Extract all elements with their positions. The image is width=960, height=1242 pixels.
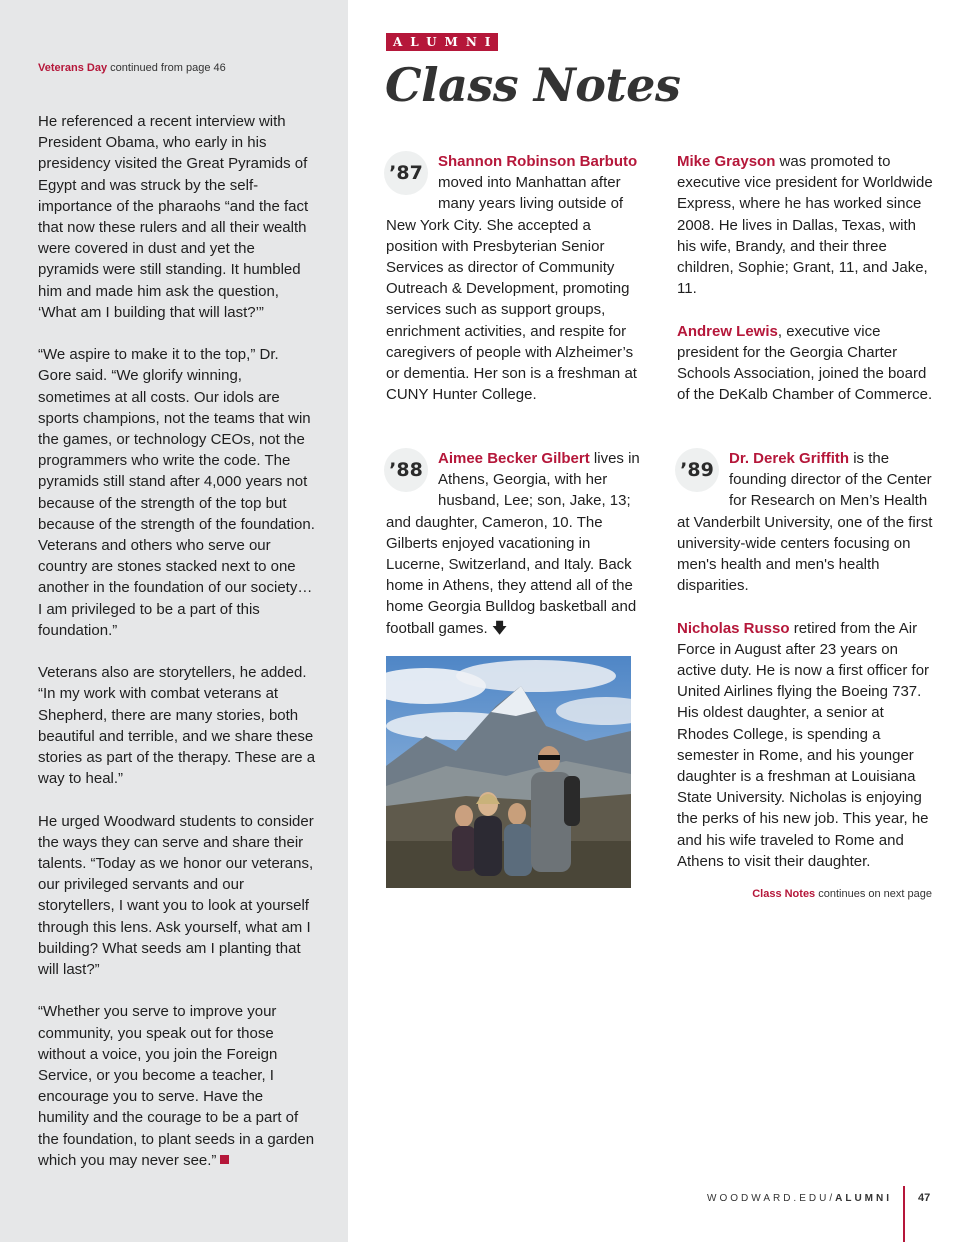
alumni-name[interactable]: Aimee Becker Gilbert <box>438 450 590 467</box>
alumni-name[interactable]: Mike Grayson <box>677 153 776 170</box>
family-photo <box>386 656 631 888</box>
class-note-1989 <box>677 448 935 893</box>
continues-next-page <box>752 888 932 900</box>
article-paragraph-text: “Whether you serve to improve your community, you speak out for those without a voice, you join the Foreign Service, or you become a teacher, I encourage you to serve. Have the humility and the courage to be a part of the foundation, to plant seeds in a garden which you may never see.” <box>38 1003 315 1169</box>
note-griffith <box>677 448 935 596</box>
note-grayson <box>677 151 935 299</box>
year-badge-87: ’87 <box>384 151 428 195</box>
note-text: lives in Athens, Georgia, with her husband, Lee; son, Jake, 13; and daughter, Cameron, 10. The Gilberts enjoyed vacationing in Lucerne, Switzerland, and Italy. Back home in Athens, they attend all of the home Georgia Bulldog basketball and football games. <box>386 450 640 637</box>
article-paragraph: Veterans also are storytellers, he added. “In my work with combat veterans at Shepherd, there are many stories, both beautiful and terrible, and we share these stories as part of the therapy. These are a way to heal.” <box>38 664 316 788</box>
section-label: ALUMNI <box>386 33 498 51</box>
continued-text: continued from page 46 <box>107 62 226 74</box>
footer-url[interactable] <box>707 1193 892 1204</box>
alumni-name[interactable]: Shannon Robinson Barbuto <box>438 153 638 170</box>
class-notes-column-right-top <box>677 151 935 427</box>
article-last-paragraph <box>38 1001 316 1171</box>
continues-label[interactable]: Class Notes <box>752 888 816 900</box>
sidebar <box>0 0 348 1242</box>
note-text: was promoted to executive vice president for Worldwide Express, where he has worked since 2008. He lives in Dallas, Texas, with his wife, Brandy, and their three children, Sophie; Grant, 11, and Jake, 11. <box>677 153 933 298</box>
alumni-name[interactable]: Nicholas Russo <box>677 619 790 637</box>
page-title: Class Notes <box>385 58 681 112</box>
end-mark-icon <box>220 1155 229 1164</box>
note-russo <box>677 618 935 872</box>
continued-from-note <box>38 62 226 74</box>
page-number: 47 <box>918 1192 931 1204</box>
family-mountain-photo <box>386 656 631 888</box>
footer-divider <box>903 1186 905 1242</box>
arrow-down-icon: 🡇 <box>487 619 508 637</box>
veterans-day-article <box>38 111 316 1192</box>
continues-text: continues on next page <box>815 888 932 900</box>
note-text: moved into Manhattan after many years living outside of New York City. She accepted a position with Presbyterian Senior Services as director of Community Outreach & Development, promoting services such as support groups, enrichment activities, and respite for caregivers of people with Alzheimer’s or dementia. Her son is a freshman at CUNY Hunter College. <box>386 174 637 404</box>
note-text: , executive vice president for the Georgia Charter Schools Association, joined the board of the DeKalb Chamber of Commerce. <box>677 322 933 404</box>
note-text: is the founding director of the Center for Research on Men’s Health at Vanderbilt University, one of the first university-wide centers focusing on men's health and men's health disparities. <box>677 450 933 595</box>
alumni-name[interactable]: Dr. Derek Griffith <box>729 450 850 467</box>
article-paragraph: “We aspire to make it to the top,” Dr. Gore said. “We glorify winning, sometimes at all costs. Our idols are sports champions, not the teams that win the games, or technology CEOs, not the programmers who write the code. The pyramids still stand after 4,000 years not because of the strength of the top but because of the strength of the foundation. Veterans and others who serve our country are stones stacked next to one another in the foundation of our society… I am privileged to be a part of this foundation.” <box>38 346 315 639</box>
year-badge-88: ’88 <box>384 448 428 492</box>
article-paragraph: He referenced a recent interview with President Obama, who early in his presidency visited the Great Pyramids of Egypt and was struck by the self-importance of the pharaohs “and the fact that now these rulers and all their wealth were covered in dust and yet the pyramids were still standing. It humbled him and made him ask the question, ‘What am I building that will last?’” <box>38 113 309 321</box>
note-text: retired from the Air Force in August after 23 years on active duty. He is now a first officer for United Airlines flying the Boeing 737. His oldest daughter, a senior at Rhodes College, is spending a semester in Rome, and his younger daughter is a freshman at Louisiana State University. Nicholas is enjoying the perks of his new job. This year, he and his wife traveled to Rome and Athens to visit their daughter. <box>677 619 930 870</box>
note-lewis <box>677 321 935 406</box>
footer-url-section: ALUMNI <box>835 1193 892 1204</box>
year-badge-89: ’89 <box>675 448 719 492</box>
continued-label[interactable]: Veterans Day <box>38 62 108 74</box>
class-note-1988 <box>386 448 642 639</box>
footer-url-prefix: WOODWARD.EDU/ <box>707 1193 836 1204</box>
class-note-1987 <box>386 151 642 405</box>
alumni-name[interactable]: Andrew Lewis <box>677 322 778 340</box>
article-paragraph: He urged Woodward students to consider the ways they can serve and share their talents. “Today as we honor our veterans, our privileged servants and our storytellers, I want you to look at yourself through this lens. Ask yourself, what am I building? What seeds am I planting that will last?” <box>38 812 314 979</box>
